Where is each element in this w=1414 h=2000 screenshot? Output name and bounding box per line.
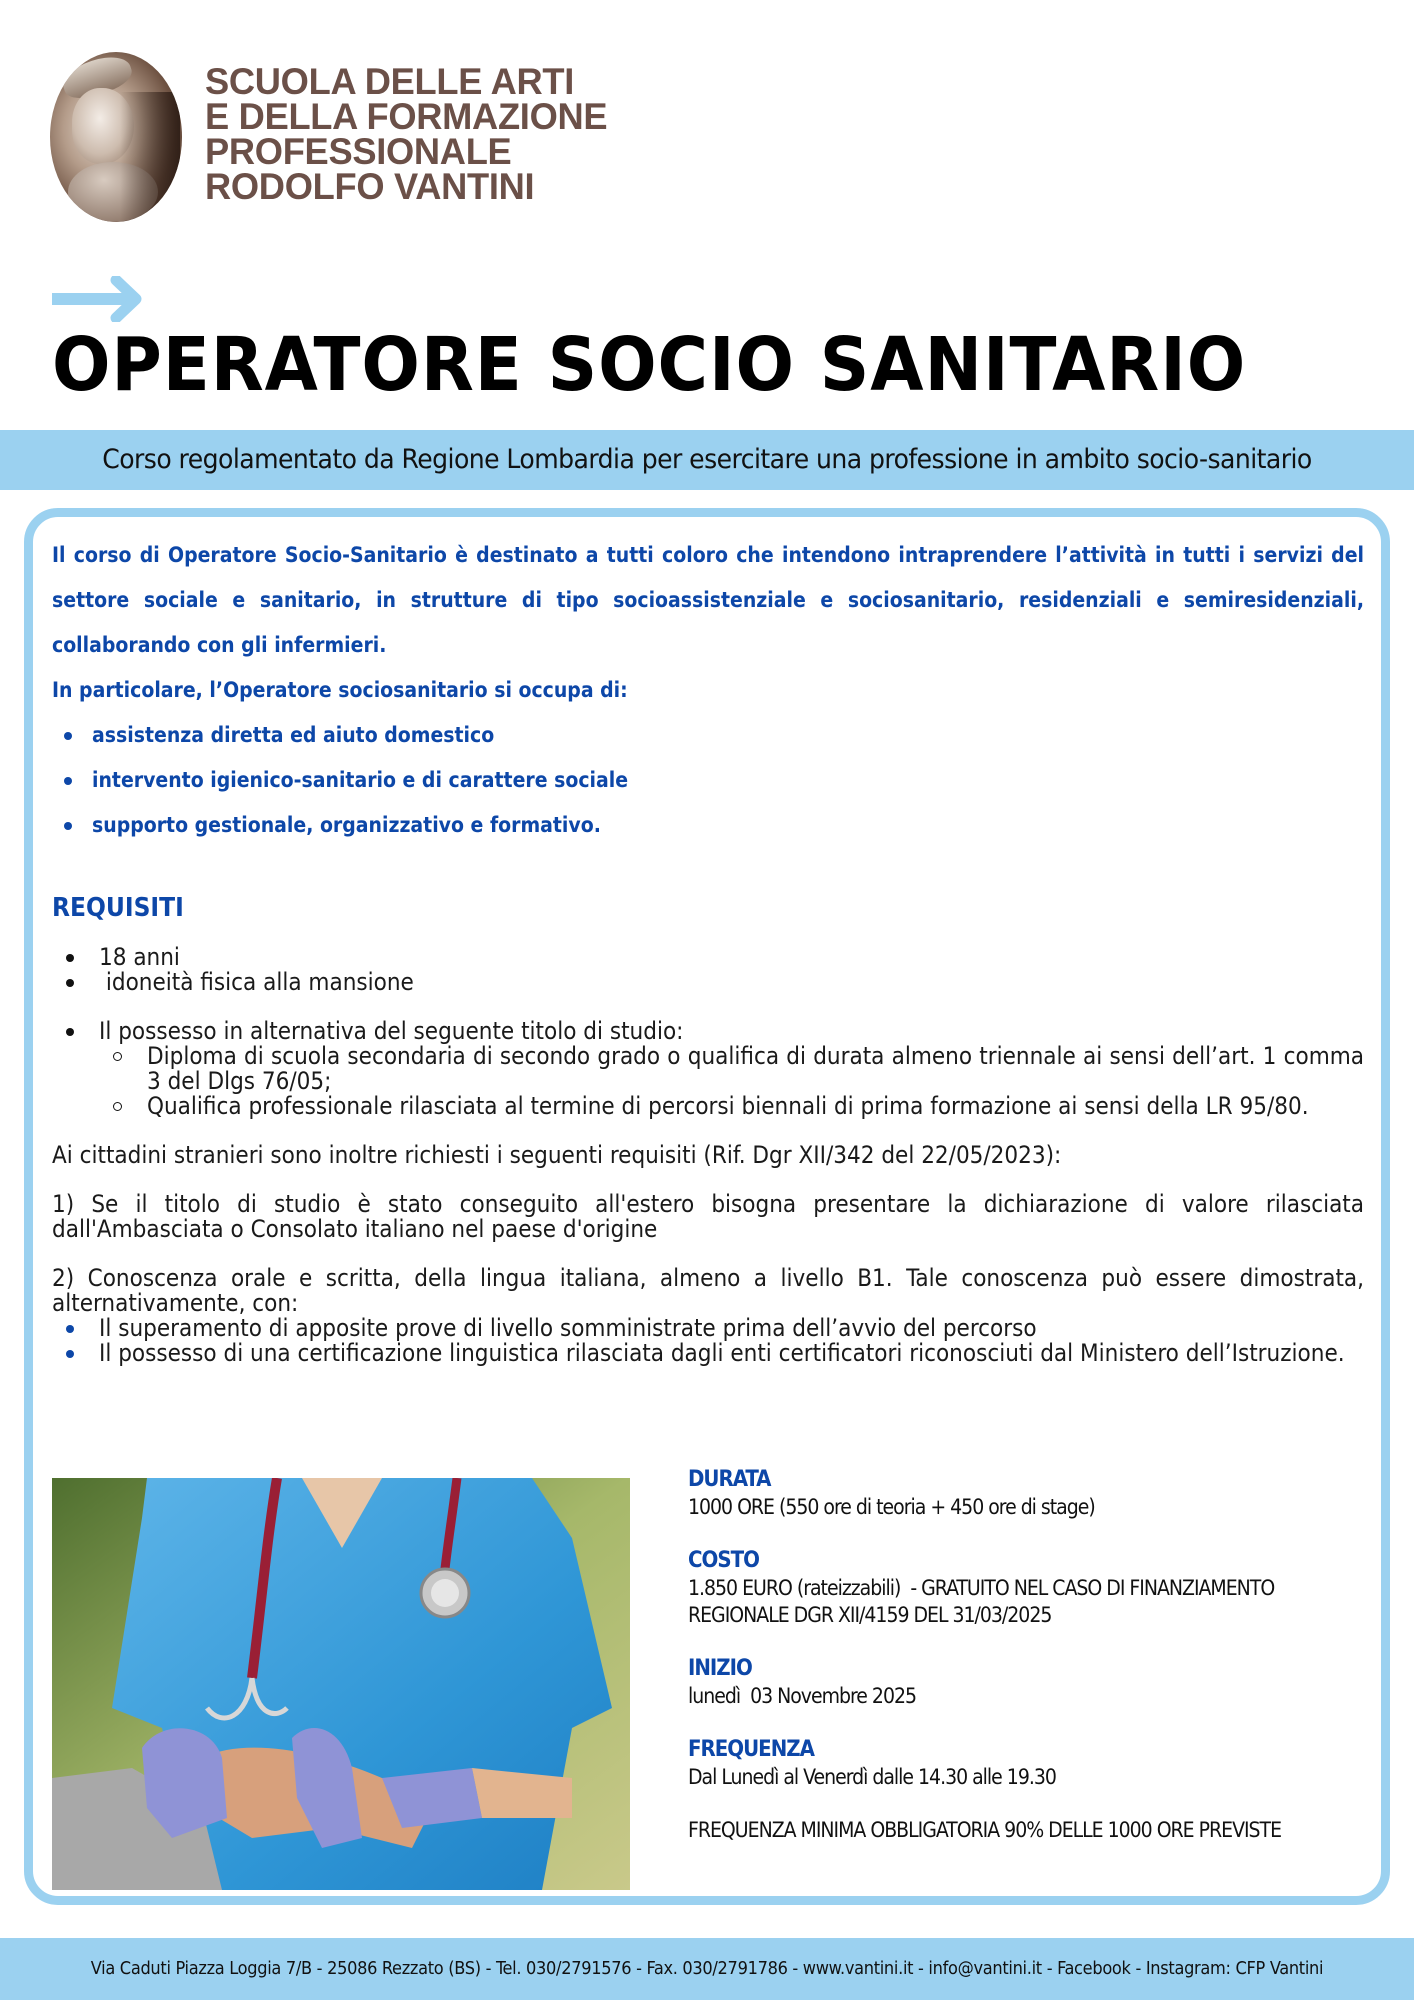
bullet-icon xyxy=(66,954,74,962)
info-inizio xyxy=(688,1655,1348,1710)
durata-value: 1000 ORE (550 ore di teoria + 450 ore di stage) xyxy=(688,1495,1095,1519)
sub-list-item-text: Qualifica professionale rilasciata al termine di percorsi biennali di prima formazione ai sensi della LR 95/80. xyxy=(147,1092,1309,1120)
logo-line: RODOLFO VANTINI xyxy=(205,166,535,207)
foreign-requirements-intro: Ai cittadini stranieri sono inoltre richiesti i seguenti requisiti (Rif. Dgr XII/342 del 22/05/2023): xyxy=(52,1141,1062,1169)
frequenza-label: FREQUENZA xyxy=(688,1737,814,1762)
bullet-icon xyxy=(64,777,72,785)
bullet-icon xyxy=(66,1325,74,1333)
logo-emblem xyxy=(50,52,182,222)
page-title: OPERATORE SOCIO SANITARIO xyxy=(52,322,1247,408)
bullet-icon xyxy=(66,1028,74,1036)
foreign-requirement-2: 2) Conoscenza orale e scritta, della lingua italiana, almeno a livello B1. Tale conoscenza può essere dimostrata, alternativamente, con: xyxy=(52,1264,1364,1317)
inizio-label: INIZIO xyxy=(688,1656,752,1681)
list-item-text: intervento igienico-sanitario e di carattere sociale xyxy=(92,768,629,792)
subtitle-band xyxy=(0,430,1414,490)
bullet-icon xyxy=(66,1350,74,1358)
sub-list-item xyxy=(52,1094,1364,1119)
list-item xyxy=(52,713,1364,758)
requirements-section xyxy=(52,945,1364,1366)
list-item xyxy=(52,970,1364,995)
logo-line: E DELLA FORMAZIONE xyxy=(205,96,608,137)
costo-label: COSTO xyxy=(688,1548,759,1573)
frequenza-value: Dal Lunedì al Venerdì dalle 14.30 alle 19.30 xyxy=(688,1765,1056,1789)
intro-lead: In particolare, l’Operatore sociosanitario si occupa di: xyxy=(52,678,628,702)
arrow-right-icon xyxy=(50,276,146,322)
list-item-text: 18 anni xyxy=(99,943,180,971)
bullet-icon xyxy=(64,732,72,740)
bullet-icon xyxy=(64,822,72,830)
nurse-photo xyxy=(52,1478,630,1890)
list-item-text: Il possesso di una certificazione linguistica rilasciata dagli enti certificatori riconosciuti dal Ministero dell’Istruzione. xyxy=(99,1339,1345,1367)
contact-info: Via Caduti Piazza Loggia 7/B - 25086 Rezzato (BS) - Tel. 030/2791576 - Fax. 030/2791786 - www.vantini.it - info@vantini.it - Facebook - Instagram: CFP Vantini xyxy=(90,1958,1324,1979)
bullet-icon xyxy=(66,979,74,987)
list-item xyxy=(52,1341,1364,1366)
list-item-text: idoneità fisica alla mansione xyxy=(99,968,414,996)
list-item xyxy=(52,803,1364,848)
foreign-requirement-1: 1) Se il titolo di studio è stato conseguito all'estero bisogna presentare la dichiarazione di valore rilasciata dall'Ambasciata o Consolato italiano nel paese d'origine xyxy=(52,1190,1364,1243)
circle-bullet-icon xyxy=(113,1052,122,1061)
statue-shadow xyxy=(120,92,180,222)
list-item-text: Il superamento di apposite prove di livello somministrate prima dell’avvio del percorso xyxy=(99,1314,1037,1342)
sub-list-item-text: Diploma di scuola secondaria di secondo grado o qualifica di durata almeno triennale ai sensi dell’art. 1 comma 3 del Dlgs 76/05; xyxy=(147,1042,1364,1095)
intro-paragraph: Il corso di Operatore Socio-Sanitario è destinato a tutti coloro che intendono intraprendere l’attività in tutti i servizi del settore sociale e sanitario, in strutture di tipo socioassistenziale e sociosanitario, residenziali e semiresidenziali, collaborando con gli infermieri. xyxy=(52,543,1364,657)
list-item xyxy=(52,1019,1364,1044)
inizio-value: lunedì 03 Novembre 2025 xyxy=(688,1684,916,1708)
info-durata xyxy=(688,1466,1348,1521)
costo-value: 1.850 EURO (rateizzabili) - GRATUITO NEL CASO DI FINANZIAMENTO REGIONALE DGR XII/4159 DEL 31/03/2025 xyxy=(688,1576,1280,1627)
durata-label: DURATA xyxy=(688,1467,771,1492)
circle-bullet-icon xyxy=(113,1102,122,1111)
sub-list-item xyxy=(52,1044,1364,1094)
course-info xyxy=(688,1466,1348,1844)
logo-line: SCUOLA DELLE ARTI xyxy=(205,61,575,102)
frequenza-minima: FREQUENZA MINIMA OBBLIGATORIA 90% DELLE 1000 ORE PREVISTE xyxy=(688,1818,1282,1842)
info-frequenza xyxy=(688,1736,1348,1791)
list-item xyxy=(52,758,1364,803)
list-item-text: assistenza diretta ed aiuto domestico xyxy=(92,723,495,747)
logo-line: PROFESSIONALE xyxy=(205,131,512,172)
course-description xyxy=(52,533,1364,848)
school-name-logo xyxy=(205,61,608,207)
requirements-heading: REQUISITI xyxy=(52,893,184,923)
info-costo xyxy=(688,1547,1348,1629)
subtitle-text: Corso regolamentato da Regione Lombardia per esercitare una professione in ambito socio-sanitario xyxy=(102,444,1312,475)
footer-band xyxy=(0,1938,1414,2000)
duties-list xyxy=(52,713,1364,848)
list-item xyxy=(52,945,1364,970)
list-item-text: supporto gestionale, organizzativo e formativo. xyxy=(92,813,601,837)
list-item-text: Il possesso in alternativa del seguente titolo di studio: xyxy=(99,1017,684,1045)
list-item xyxy=(52,1316,1364,1341)
